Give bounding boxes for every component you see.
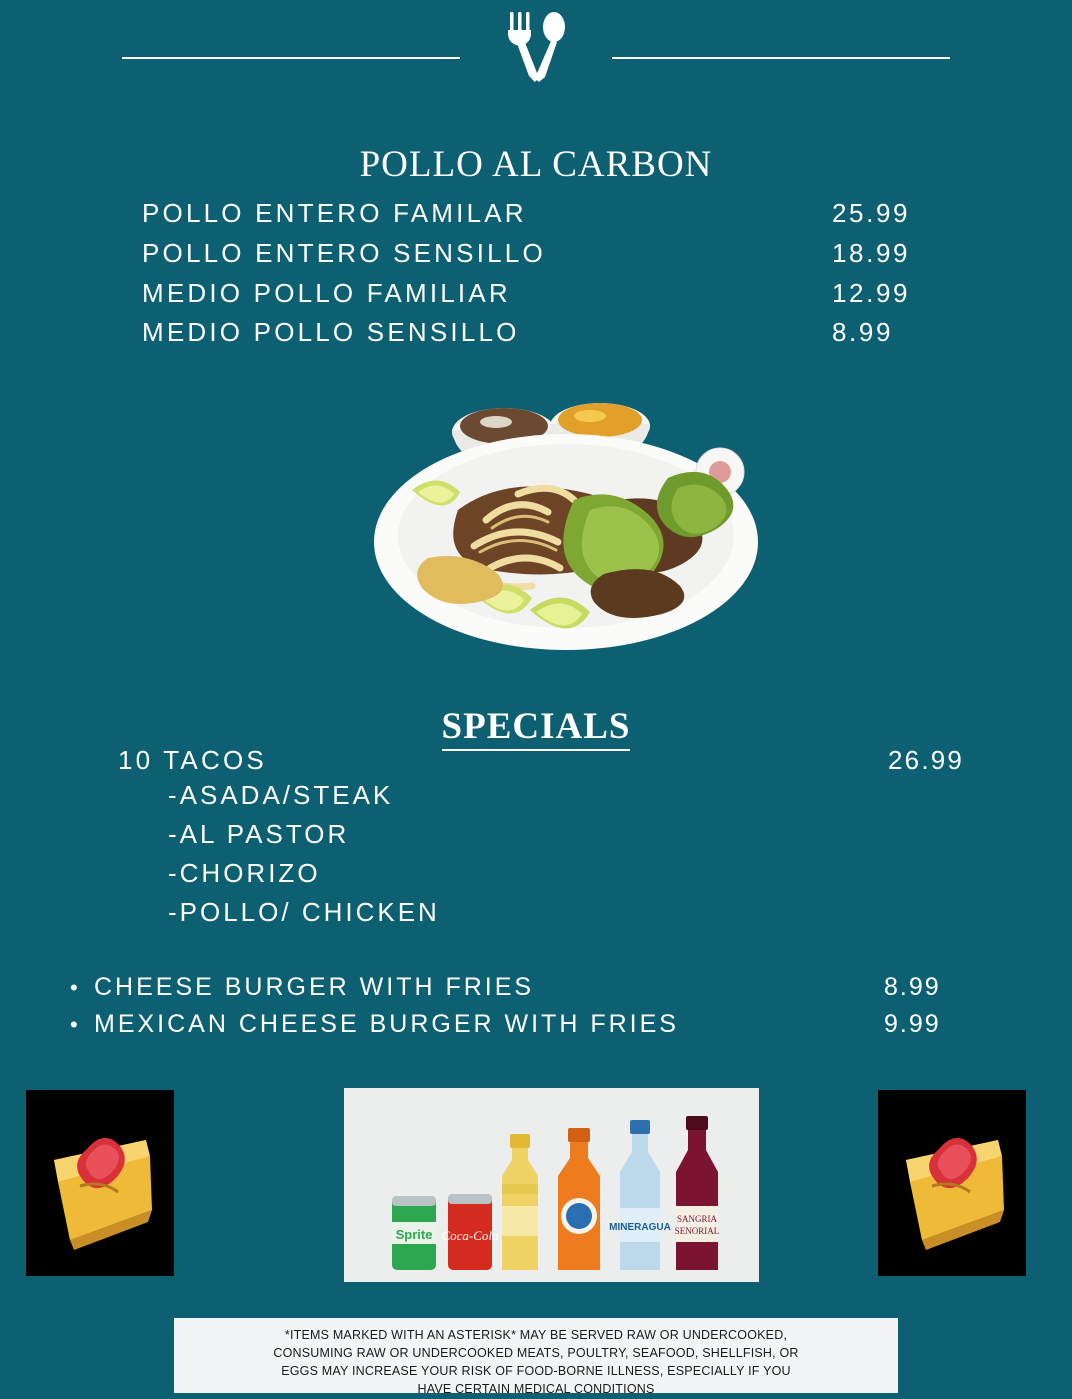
disclaimer-line: EGGS MAY INCREASE YOUR RISK OF FOOD-BORNE ILLNESS, ESPECIALLY IF YOU	[281, 1364, 791, 1379]
menu-item-row	[142, 319, 942, 346]
menu-item-price: 12.99	[832, 277, 911, 308]
burger-specials-list	[70, 975, 1020, 1049]
grilled-chicken-plate-photo	[368, 360, 768, 660]
pollo-menu-list	[142, 200, 942, 359]
svg-text:Coca-Cola: Coca-Cola	[441, 1228, 499, 1243]
tacos-special-block	[118, 745, 998, 932]
menu-item-row	[142, 277, 942, 308]
disclaimer-line: CONSUMING RAW OR UNDERCOOKED MEATS, POULTRY, SEAFOOD, SHELLFISH, OR	[273, 1346, 799, 1361]
menu-item-price: 25.99	[832, 198, 911, 228]
ornament-rule-left	[122, 57, 460, 59]
svg-text:MINERAGUA: MINERAGUA	[609, 1222, 671, 1233]
taco-option: -AL PASTOR	[168, 819, 350, 849]
header-ornament	[0, 0, 1072, 95]
cheesecake-slice-photo	[878, 1090, 1026, 1276]
ornament-rule-right	[612, 57, 950, 59]
menu-item-price: 9.99	[884, 1009, 941, 1038]
menu-item-name: MEDIO POLLO SENSILLO	[142, 317, 520, 348]
assorted-bottled-drinks-photo	[344, 1088, 759, 1282]
menu-item-name: 10 TACOS	[118, 745, 267, 775]
menu-item-row	[70, 1009, 1020, 1038]
menu-item-row	[142, 237, 942, 268]
bullet-icon: •	[70, 1011, 78, 1037]
menu-item-price: 18.99	[832, 237, 911, 268]
menu-item-name: POLLO ENTERO FAMILAR	[142, 198, 527, 228]
svg-text:SANGRIA: SANGRIA	[676, 1214, 718, 1224]
disclaimer-line: *ITEMS MARKED WITH AN ASTERISK* MAY BE SERVED RAW OR UNDERCOOKED,	[284, 1328, 788, 1342]
menu-item-row	[70, 975, 1020, 1001]
bullet-icon: •	[70, 975, 78, 1000]
disclaimer-line: HAVE CERTAIN MEDICAL CONDITIONS	[417, 1382, 655, 1397]
taco-option: -POLLO/ CHICKEN	[168, 897, 440, 927]
menu-item-name: POLLO ENTERO SENSILLO	[142, 237, 546, 268]
section-title-specials	[0, 705, 1072, 748]
cheesecake-slice-photo	[26, 1090, 174, 1276]
menu-item-price: 26.99	[888, 745, 965, 775]
disclaimer-notice	[174, 1318, 898, 1397]
section-title-pollo: POLLO AL CARBON	[359, 143, 713, 185]
menu-item-row	[142, 200, 942, 227]
menu-item-name: MEXICAN CHEESE BURGER WITH FRIES	[94, 1009, 679, 1038]
section-title-specials-text: SPECIALS	[442, 706, 631, 751]
menu-item-row	[118, 745, 998, 776]
fork-and-spoon-icon	[488, 8, 584, 92]
taco-option: -ASADA/STEAK	[168, 780, 394, 810]
menu-item-price: 8.99	[832, 317, 894, 348]
svg-text:SENORIAL: SENORIAL	[674, 1226, 720, 1236]
svg-text:Sprite: Sprite	[395, 1227, 433, 1242]
menu-item-name: CHEESE BURGER WITH FRIES	[94, 973, 535, 1001]
menu-item-name: MEDIO POLLO FAMILIAR	[142, 277, 511, 308]
menu-item-price: 8.99	[884, 973, 941, 1001]
taco-option: -CHORIZO	[168, 858, 321, 888]
